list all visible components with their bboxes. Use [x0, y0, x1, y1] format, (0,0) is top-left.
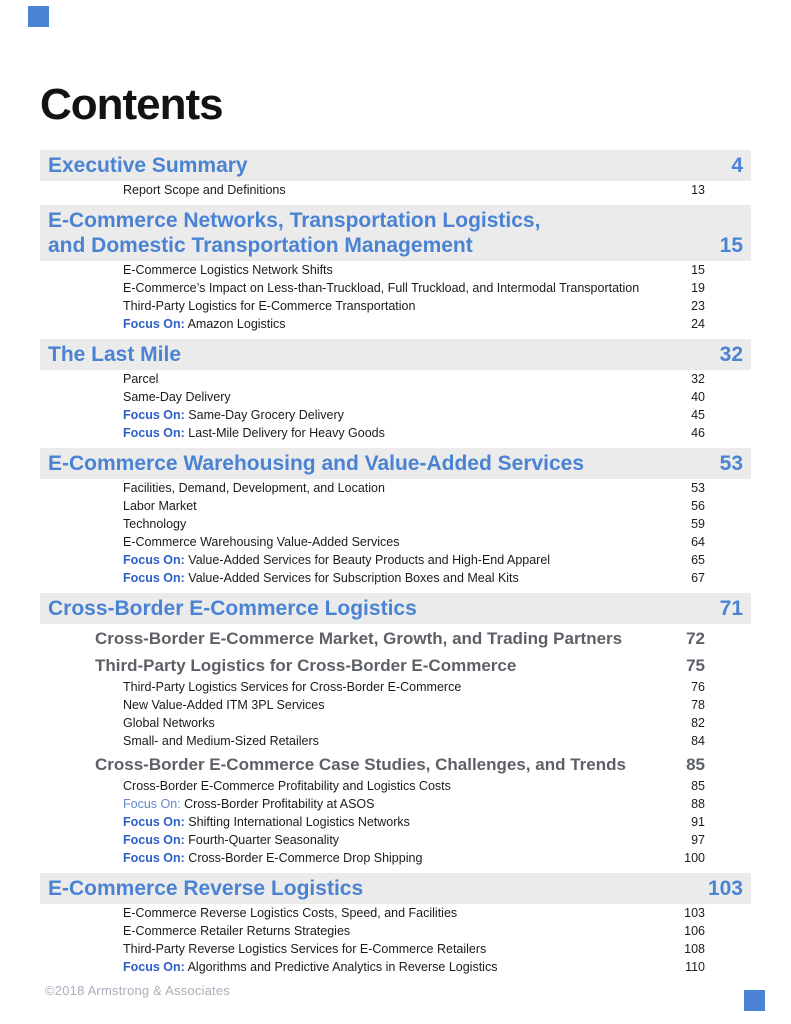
page-corner-marker-icon: [744, 990, 765, 1011]
toc-entry-label: Focus On: Fourth-Quarter Seasonality: [123, 833, 340, 847]
toc-item[interactable]: [40, 795, 751, 813]
focus-on-prefix: Focus On:: [123, 851, 185, 865]
toc-page-number: 32: [719, 343, 743, 366]
toc-item[interactable]: [40, 370, 751, 388]
toc-item[interactable]: [40, 940, 751, 958]
toc-page-number: 46: [691, 426, 705, 440]
toc-section[interactable]: [40, 448, 751, 479]
toc-page-number: 85: [691, 779, 705, 793]
toc-page-number: 53: [719, 452, 743, 475]
toc-page-number: 76: [691, 680, 705, 694]
toc-item[interactable]: [40, 279, 751, 297]
toc-item[interactable]: [40, 297, 751, 315]
focus-on-prefix: Focus On:: [123, 833, 185, 847]
toc-page-number: 24: [691, 317, 705, 331]
toc-entry-label: Facilities, Demand, Development, and Location: [123, 481, 385, 495]
toc-item[interactable]: [40, 406, 751, 424]
toc-page-number: 85: [686, 755, 705, 774]
toc-page-number: 75: [686, 656, 705, 675]
toc-page-number: 88: [691, 797, 705, 811]
toc-item[interactable]: [40, 181, 751, 199]
toc-page-number: 97: [691, 833, 705, 847]
focus-on-prefix: Focus On:: [123, 571, 185, 585]
toc-entry-label: New Value-Added ITM 3PL Services: [123, 698, 325, 712]
toc-page-number: 32: [691, 372, 705, 386]
toc-page-number: 78: [691, 698, 705, 712]
toc-item[interactable]: [40, 813, 751, 831]
toc-section[interactable]: [40, 150, 751, 181]
toc-section-title-line: Cross-Border E-Commerce Logistics: [48, 597, 417, 620]
focus-on-prefix: Focus On:: [123, 960, 185, 974]
toc-item[interactable]: [40, 732, 751, 750]
copyright-footer: ©2018 Armstrong & Associates: [45, 983, 230, 998]
toc-entry-label: Focus On: Last-Mile Delivery for Heavy Goods: [123, 426, 385, 440]
toc-section-title-line: Executive Summary: [48, 154, 248, 177]
toc-entry-label: Same-Day Delivery: [123, 390, 231, 404]
toc-page-number: 82: [691, 716, 705, 730]
toc-page-number: 84: [691, 734, 705, 748]
toc-page-number: 40: [691, 390, 705, 404]
toc-entry-label: E-Commerce Logistics Network Shifts: [123, 263, 333, 277]
page-title: Contents: [40, 80, 223, 129]
toc-section-title-line: and Domestic Transportation Management: [48, 234, 473, 257]
toc-page-number: 4: [731, 154, 743, 177]
toc-entry-label: Focus On: Value-Added Services for Subscription Boxes and Meal Kits: [123, 571, 519, 585]
toc-item[interactable]: [40, 551, 751, 569]
toc-item[interactable]: [40, 777, 751, 795]
toc-entry-label: Third-Party Logistics for E-Commerce Transportation: [123, 299, 416, 313]
toc-section[interactable]: [40, 593, 751, 624]
toc-page-number: 53: [691, 481, 705, 495]
toc-page-number: 15: [691, 263, 705, 277]
toc-section[interactable]: [40, 339, 751, 370]
toc-entry-label: Focus On: Value-Added Services for Beauty Products and High-End Apparel: [123, 553, 551, 567]
toc-page-number: 108: [684, 942, 705, 956]
toc-item[interactable]: [40, 678, 751, 696]
toc-section-title-line: The Last Mile: [48, 343, 182, 366]
toc-item[interactable]: [40, 904, 751, 922]
toc-entry-label: Cross-Border E-Commerce Case Studies, Challenges, and Trends: [95, 755, 626, 774]
toc-page-number: 65: [691, 553, 705, 567]
toc-item[interactable]: [40, 569, 751, 587]
toc-page-number: 72: [686, 629, 705, 648]
toc-section-title-line: E-Commerce Warehousing and Value-Added Services: [48, 452, 585, 475]
toc-section-title: [48, 596, 417, 621]
toc-section-title: [48, 208, 540, 258]
toc-entry-label: E-Commerce’s Impact on Less-than-Truckload, Full Truckload, and Intermodal Transportation: [123, 281, 640, 295]
toc-item[interactable]: [40, 533, 751, 551]
toc-entry-label: Third-Party Logistics Services for Cross-Border E-Commerce: [123, 680, 462, 694]
toc-entry-label: Focus On: Shifting International Logistics Networks: [123, 815, 410, 829]
toc-page-number: 71: [719, 597, 743, 620]
focus-on-prefix: Focus On:: [123, 408, 185, 422]
toc-entry-label: Report Scope and Definitions: [123, 183, 286, 197]
toc-section-title: [48, 876, 363, 901]
toc-entry-label: Technology: [123, 517, 187, 531]
toc-page-number: 100: [684, 851, 705, 865]
toc-subheading[interactable]: [40, 626, 751, 651]
toc-item[interactable]: [40, 714, 751, 732]
toc-item[interactable]: [40, 849, 751, 867]
toc-entry-label: Cross-Border E-Commerce Profitability and Logistics Costs: [123, 779, 451, 793]
toc-page-number: 64: [691, 535, 705, 549]
toc-entry-label: Parcel: [123, 372, 159, 386]
toc-item[interactable]: [40, 696, 751, 714]
toc-page-number: 91: [691, 815, 705, 829]
focus-on-prefix: Focus On:: [123, 426, 185, 440]
toc-entry-label: Global Networks: [123, 716, 215, 730]
toc-page-number: 56: [691, 499, 705, 513]
toc-page-number: 106: [684, 924, 705, 938]
toc-page-number: 67: [691, 571, 705, 585]
toc-entry-label: Focus On: Algorithms and Predictive Analytics in Reverse Logistics: [123, 960, 498, 974]
toc-item[interactable]: [40, 831, 751, 849]
toc-entry-label: Small- and Medium-Sized Retailers: [123, 734, 319, 748]
focus-on-prefix: Focus On:: [123, 797, 181, 811]
toc-section[interactable]: [40, 205, 751, 261]
toc-entry-label: Third-Party Reverse Logistics Services for E-Commerce Retailers: [123, 942, 487, 956]
toc-item[interactable]: [40, 388, 751, 406]
toc-page-number: 45: [691, 408, 705, 422]
toc-entry-label: Focus On: Cross-Border Profitability at ASOS: [123, 797, 375, 811]
toc-item[interactable]: [40, 479, 751, 497]
toc-item[interactable]: [40, 497, 751, 515]
toc-page-number: 59: [691, 517, 705, 531]
toc-entry-label: E-Commerce Retailer Returns Strategies: [123, 924, 351, 938]
toc-section-title-line: E-Commerce Networks, Transportation Logistics,: [48, 209, 541, 232]
toc-subheading[interactable]: [40, 653, 751, 678]
toc-entry-label: E-Commerce Warehousing Value-Added Services: [123, 535, 400, 549]
toc-section-title: [48, 153, 248, 178]
toc-entry-label: Third-Party Logistics for Cross-Border E-Commerce: [95, 656, 517, 675]
toc-section-title-line: E-Commerce Reverse Logistics: [48, 877, 364, 900]
toc-page-number: 13: [691, 183, 705, 197]
toc-page-number: 103: [684, 906, 705, 920]
toc-page-number: 15: [719, 234, 743, 257]
toc-page-number: 103: [707, 877, 743, 900]
toc-entry-label: Focus On: Amazon Logistics: [123, 317, 286, 331]
toc-entry-label: E-Commerce Reverse Logistics Costs, Speed, and Facilities: [123, 906, 458, 920]
toc-section[interactable]: [40, 873, 751, 904]
toc-item[interactable]: [40, 515, 751, 533]
toc-entry-label: Labor Market: [123, 499, 197, 513]
toc-item[interactable]: [40, 424, 751, 442]
focus-on-prefix: Focus On:: [123, 553, 185, 567]
toc-item[interactable]: [40, 958, 751, 976]
toc-section-title: [48, 342, 181, 367]
toc-entry-label: Cross-Border E-Commerce Market, Growth, and Trading Partners: [95, 629, 623, 648]
toc-entry-label: Focus On: Same-Day Grocery Delivery: [123, 408, 344, 422]
toc-item[interactable]: [40, 261, 751, 279]
focus-on-prefix: Focus On:: [123, 815, 185, 829]
toc-page-number: 19: [691, 281, 705, 295]
toc-item[interactable]: [40, 922, 751, 940]
toc-page-number: 110: [685, 960, 705, 974]
focus-on-prefix: Focus On:: [123, 317, 185, 331]
toc-item[interactable]: [40, 315, 751, 333]
toc-entry-label: Focus On: Cross-Border E-Commerce Drop Shipping: [123, 851, 423, 865]
table-of-contents: [40, 150, 751, 976]
toc-page-number: 23: [691, 299, 705, 313]
toc-subheading[interactable]: [40, 752, 751, 777]
page-corner-marker-icon: [28, 6, 49, 27]
toc-section-title: [48, 451, 584, 476]
